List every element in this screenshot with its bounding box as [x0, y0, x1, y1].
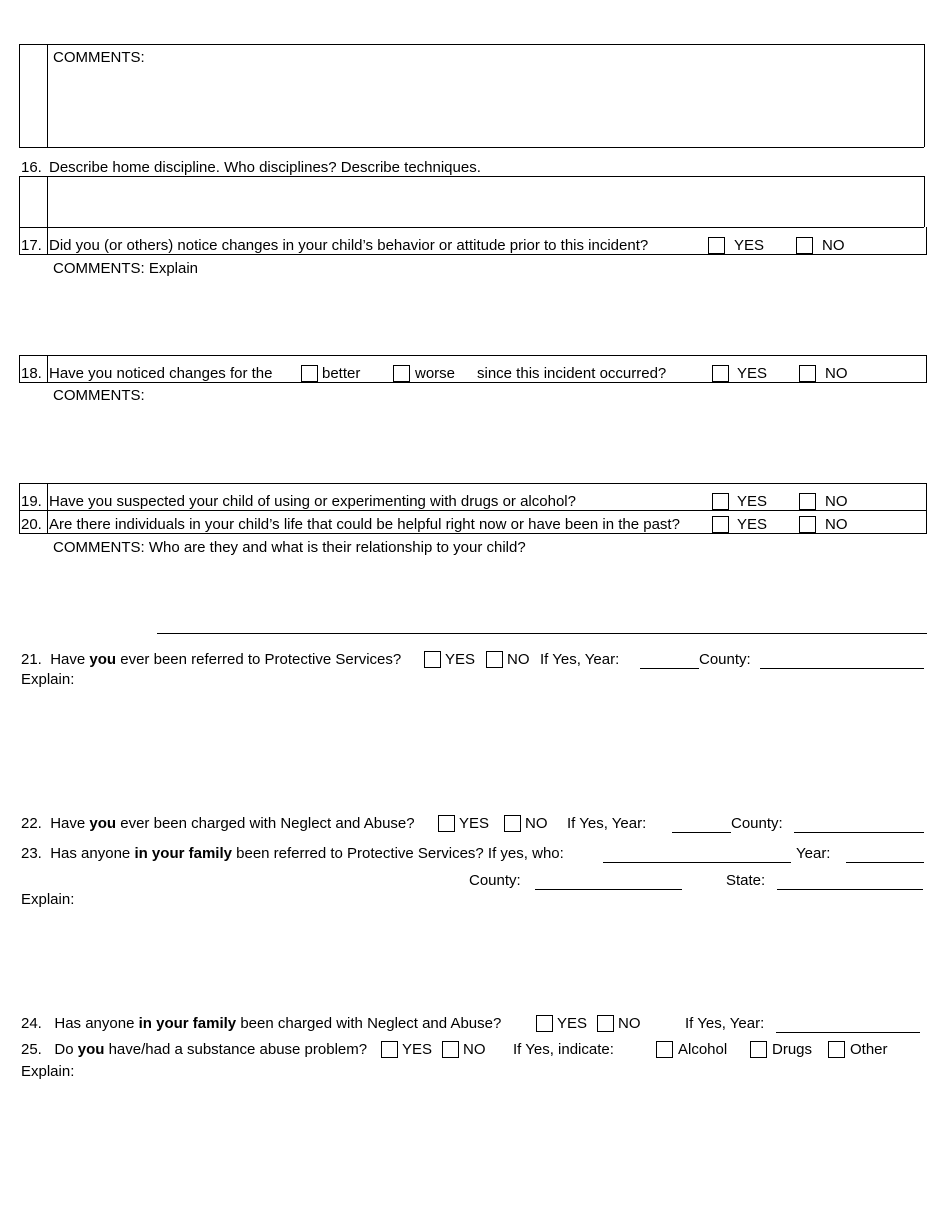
- q25-yes-checkbox[interactable]: [381, 1041, 398, 1058]
- q20-text: Are there individuals in your child’s life that could be helpful right now or have been in the past?: [49, 516, 680, 533]
- q21-year-field[interactable]: [640, 668, 699, 669]
- q24-if-yes-label: If Yes, Year:: [685, 1015, 765, 1032]
- q17-text: Did you (or others) notice changes in your child’s behavior or attitude prior to this incident?: [49, 237, 649, 254]
- q22-yes-checkbox[interactable]: [438, 815, 455, 832]
- q25-text: 25. Do you have/had a substance abuse problem?: [21, 1041, 368, 1058]
- q19-no-label: NO: [825, 493, 848, 510]
- q23-year-label: Year:: [796, 845, 831, 862]
- q23-state-field[interactable]: [777, 889, 923, 890]
- q25-other-checkbox[interactable]: [828, 1041, 845, 1058]
- q25-no-label: NO: [463, 1041, 486, 1058]
- q25-indicate-label: If Yes, indicate:: [513, 1041, 614, 1058]
- q22-county-label: County:: [731, 815, 783, 832]
- q18-worse-checkbox[interactable]: [393, 365, 410, 382]
- q20-no-checkbox[interactable]: [799, 516, 816, 533]
- q25-other-label: Other: [850, 1041, 888, 1058]
- q24-year-field[interactable]: [776, 1032, 920, 1033]
- q22-yes-label: YES: [459, 815, 490, 832]
- q23-state-label: State:: [726, 872, 766, 889]
- q22-if-yes-label: If Yes, Year:: [567, 815, 647, 832]
- q23-who-field[interactable]: [603, 862, 791, 863]
- q18-text-b: since this incident occurred?: [477, 365, 667, 382]
- q18-no-checkbox[interactable]: [799, 365, 816, 382]
- comments-label-15: COMMENTS:: [53, 49, 145, 66]
- q21-explain-label: Explain:: [21, 671, 75, 688]
- q22-year-field[interactable]: [672, 832, 731, 833]
- q25-drugs-checkbox[interactable]: [750, 1041, 767, 1058]
- q17-no-label: NO: [822, 237, 845, 254]
- q21-no-checkbox[interactable]: [486, 651, 503, 668]
- q24-no-label: NO: [618, 1015, 641, 1032]
- q24-yes-checkbox[interactable]: [536, 1015, 553, 1032]
- q23-county-field[interactable]: [535, 889, 682, 890]
- q19-number: 19.: [21, 493, 42, 510]
- q18-no-label: NO: [825, 365, 848, 382]
- q18-comments-label: COMMENTS:: [53, 387, 145, 404]
- q25-alcohol-label: Alcohol: [678, 1041, 728, 1058]
- q25-alcohol-checkbox[interactable]: [656, 1041, 673, 1058]
- q19-text: Have you suspected your child of using or experimenting with drugs or alcohol?: [49, 493, 576, 510]
- q21-yes-label: YES: [445, 651, 476, 668]
- q23-county-label: County:: [469, 872, 521, 889]
- q16-text: Describe home discipline. Who disciplines? Describe techniques.: [49, 159, 481, 176]
- q24-yes-label: YES: [557, 1015, 588, 1032]
- q22-no-label: NO: [525, 815, 548, 832]
- q18-yes-checkbox[interactable]: [712, 365, 729, 382]
- q21-no-label: NO: [507, 651, 530, 668]
- q25-explain-label: Explain:: [21, 1063, 75, 1080]
- q17-yes-label: YES: [734, 237, 765, 254]
- q20-comments-line: [157, 633, 927, 634]
- q23-text: 23. Has anyone in your family been referred to Protective Services? If yes, who:: [21, 845, 564, 862]
- q20-comments-label: COMMENTS: Who are they and what is their relationship to your child?: [53, 539, 526, 556]
- q18-better-checkbox[interactable]: [301, 365, 318, 382]
- q17-yes-checkbox[interactable]: [708, 237, 725, 254]
- q21-county-field[interactable]: [760, 668, 924, 669]
- q24-no-checkbox[interactable]: [597, 1015, 614, 1032]
- q25-yes-label: YES: [402, 1041, 433, 1058]
- q18-yes-label: YES: [737, 365, 768, 382]
- q17-no-checkbox[interactable]: [796, 237, 813, 254]
- q20-no-label: NO: [825, 516, 848, 533]
- q25-no-checkbox[interactable]: [442, 1041, 459, 1058]
- q17-comments-label: COMMENTS: Explain: [53, 260, 199, 277]
- q21-county-label: County:: [699, 651, 751, 668]
- q23-explain-label: Explain:: [21, 891, 75, 908]
- q19-no-checkbox[interactable]: [799, 493, 816, 510]
- q18-worse-label: worse: [415, 365, 456, 382]
- q25-drugs-label: Drugs: [772, 1041, 813, 1058]
- q22-county-field[interactable]: [794, 832, 924, 833]
- q21-text: 21. Have you ever been referred to Protective Services?: [21, 651, 402, 668]
- q19-yes-label: YES: [737, 493, 768, 510]
- q18-number: 18.: [21, 365, 42, 382]
- q22-text: 22. Have you ever been charged with Neglect and Abuse?: [21, 815, 415, 832]
- q22-no-checkbox[interactable]: [504, 815, 521, 832]
- q20-yes-checkbox[interactable]: [712, 516, 729, 533]
- q24-text: 24. Has anyone in your family been charged with Neglect and Abuse?: [21, 1015, 502, 1032]
- q21-yes-checkbox[interactable]: [424, 651, 441, 668]
- q17-number: 17.: [21, 237, 42, 254]
- q20-yes-label: YES: [737, 516, 768, 533]
- q18-text-a: Have you noticed changes for the: [49, 365, 273, 382]
- q16-number: 16.: [21, 159, 42, 176]
- q18-better-label: better: [322, 365, 361, 382]
- q20-number: 20.: [21, 516, 42, 533]
- q19-yes-checkbox[interactable]: [712, 493, 729, 510]
- q23-year-field[interactable]: [846, 862, 924, 863]
- q21-if-yes-label: If Yes, Year:: [540, 651, 620, 668]
